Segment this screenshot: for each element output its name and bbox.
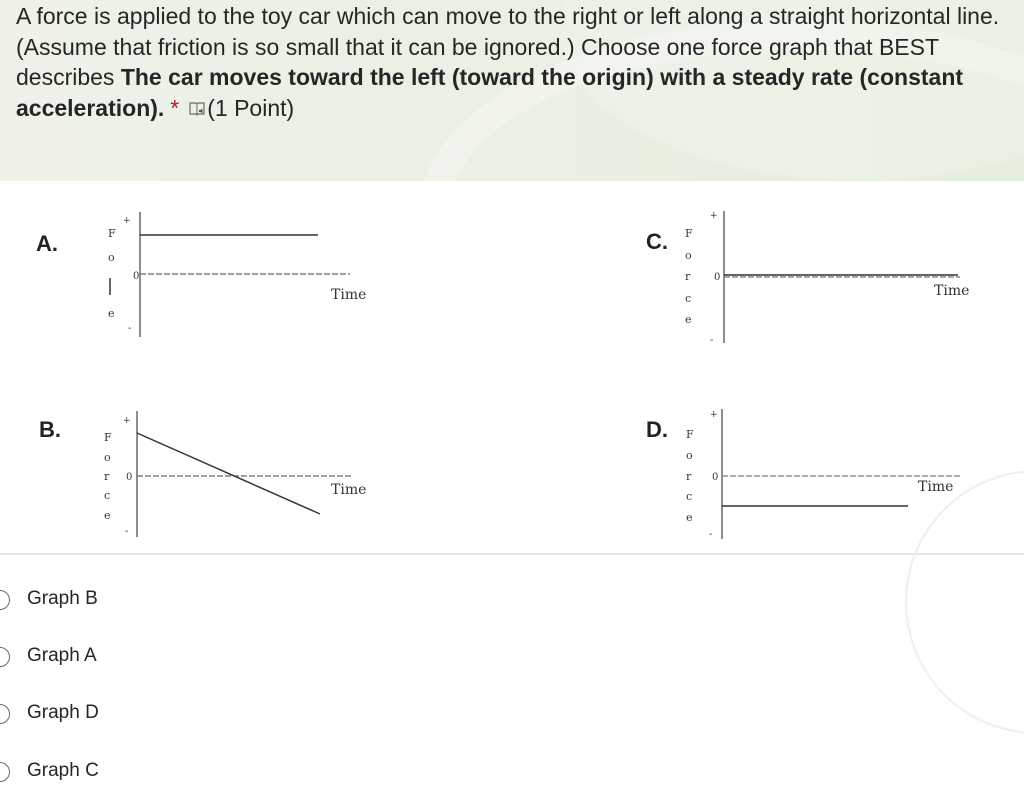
graph-d-force-label-letter: r <box>686 470 692 483</box>
radio-button[interactable] <box>0 704 10 724</box>
graph-c-force-label-letter: F <box>685 227 693 240</box>
graphs-svg <box>0 181 1024 553</box>
option-label[interactable]: Graph B <box>27 588 98 609</box>
graph-d-force-label-letter: o <box>686 449 693 462</box>
graph-a-plus: + <box>123 216 131 226</box>
graph-a-force-label-letter: o <box>108 251 115 264</box>
graph-d-force-label <box>686 428 694 524</box>
graph-a-force-label-letter: F <box>108 227 116 240</box>
graph-b-zero: 0 <box>126 472 133 483</box>
radio-button[interactable] <box>0 590 10 610</box>
graph-b <box>39 411 366 537</box>
graph-c-force-label <box>685 227 693 326</box>
graph-c-force-label-letter: o <box>685 249 692 262</box>
graph-c-time-label: Time <box>934 283 970 299</box>
graph-d <box>646 409 960 540</box>
graph-b-force-label <box>104 431 112 522</box>
graph-c-force-label-letter: e <box>685 313 692 326</box>
question-emphasis: The car moves toward the left (toward the origin) with a steady rate (constant acceleration). <box>16 64 964 121</box>
graph-d-plus: + <box>710 410 718 420</box>
graph-c-force-label-letter: r <box>685 270 691 283</box>
graph-a-label: A. <box>36 231 58 256</box>
required-asterisk: * <box>170 94 180 121</box>
option-label[interactable]: Graph A <box>27 645 97 666</box>
graphs-figure <box>0 181 1024 553</box>
question-header <box>0 0 1024 181</box>
graph-d-zero: 0 <box>712 472 719 483</box>
graph-b-force-label-letter: c <box>104 489 111 502</box>
graph-a-force-label-letter: e <box>108 307 115 320</box>
graph-b-label: B. <box>39 417 61 442</box>
graph-b-minus: - <box>125 526 129 537</box>
graph-c-label: C. <box>646 229 668 254</box>
graph-d-minus: - <box>709 529 713 540</box>
graph-b-plus: + <box>123 416 131 426</box>
graph-c-plus: + <box>710 211 718 221</box>
radio-button[interactable] <box>0 647 10 667</box>
graph-b-force-label-letter: e <box>104 509 111 522</box>
graph-b-force-label-letter: o <box>104 451 111 464</box>
graph-a <box>36 212 366 337</box>
graph-d-time-label: Time <box>918 479 954 495</box>
graph-a-force-label <box>108 227 116 320</box>
question-points: (1 Point) <box>207 94 295 121</box>
graph-c <box>646 211 969 346</box>
graph-c-zero: 0 <box>714 272 721 283</box>
graph-b-force-label-letter: r <box>104 470 110 483</box>
graph-d-force-label-letter: e <box>686 511 693 524</box>
graph-b-force-label-letter: F <box>104 431 112 444</box>
graph-d-force-label-letter: F <box>686 428 694 441</box>
radio-button[interactable] <box>0 762 10 782</box>
question-title <box>16 1 1016 123</box>
option-label[interactable]: Graph C <box>27 760 99 781</box>
graph-d-force-label-letter: c <box>686 490 693 503</box>
option-label[interactable]: Graph D <box>27 702 99 723</box>
graph-c-force-label-letter: c <box>685 292 692 305</box>
graph-c-minus: - <box>710 335 714 346</box>
graph-b-force-line <box>137 433 320 514</box>
graph-d-label: D. <box>646 417 668 442</box>
graph-a-minus: - <box>128 323 132 334</box>
figure-divider <box>0 553 1024 555</box>
graph-a-zero: 0 <box>133 271 140 282</box>
question-text: A force is applied to the toy car which can move to the right or left along a straight horizontal line. (Assume that friction is so small that it can be ignored.) Choose one force graph that BEST describes <box>16 3 1000 90</box>
immersive-reader-icon[interactable] <box>187 96 207 116</box>
graph-b-time-label: Time <box>331 482 367 498</box>
graph-a-time-label: Time <box>331 287 367 303</box>
